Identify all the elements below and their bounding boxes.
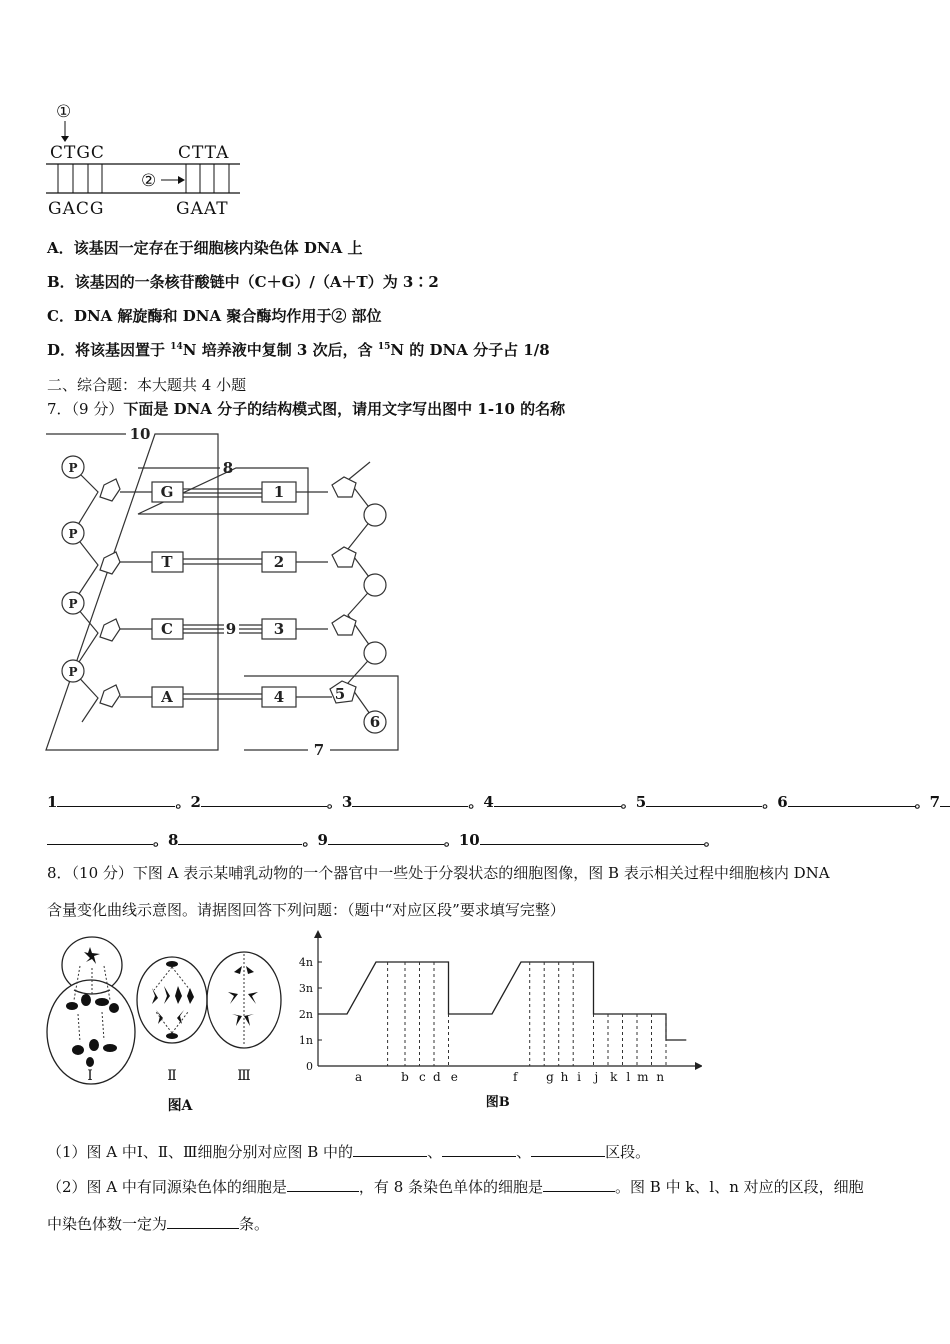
option-b: B．该基因的一条核苷酸链中（C＋G）/（A＋T）为 3∶2: [47, 273, 439, 291]
phosphate-label: P: [68, 461, 78, 475]
y-tick-label: 1n: [298, 1034, 313, 1047]
x-segment-label: e: [450, 1070, 458, 1084]
y-tick-label: 4n: [298, 956, 313, 969]
answer-blank[interactable]: [646, 792, 762, 807]
marker-1: ①: [56, 102, 72, 122]
x-segment-label: i: [577, 1070, 581, 1084]
y-tick-label: 2n: [298, 1008, 313, 1021]
gene-fragment-figure: [40, 96, 250, 221]
y-tick-label: 0: [306, 1060, 313, 1073]
label-7: 7: [313, 741, 325, 759]
bottom-strand-left: GACG: [48, 199, 105, 219]
figure-a-cells: [44, 930, 284, 1120]
dna-content-line: [318, 962, 686, 1040]
answer-blank[interactable]: [531, 1142, 605, 1157]
x-segment-label: g: [546, 1070, 554, 1084]
label-9: 9: [225, 620, 237, 638]
base-left: A: [161, 688, 173, 706]
answer-blank[interactable]: [167, 1214, 239, 1229]
answer-blank[interactable]: [353, 1142, 427, 1157]
phosphate-label: P: [68, 597, 78, 611]
x-axis-arrow: [695, 1062, 702, 1070]
figure-b-chart: [292, 926, 702, 1122]
phosphate-label: P: [68, 665, 78, 679]
x-segment-label: d: [433, 1070, 441, 1084]
option-c: C．DNA 解旋酶和 DNA 聚合酶均作用于② 部位: [47, 307, 382, 325]
answer-blank[interactable]: [788, 792, 915, 807]
answer-blank[interactable]: [442, 1142, 516, 1157]
figure-b-caption: 图B: [485, 1095, 510, 1110]
base-left: C: [161, 620, 173, 638]
answer-blank[interactable]: [543, 1177, 615, 1192]
dna-structure-figure: [40, 425, 410, 760]
cell-label-3: Ⅲ: [237, 1068, 251, 1084]
top-strand-left: CTGC: [50, 143, 105, 163]
x-segment-label: k: [610, 1070, 618, 1084]
figure-a-caption: 图A: [167, 1098, 193, 1114]
x-segment-label: l: [626, 1070, 631, 1084]
y-tick-label: 3n: [298, 982, 313, 995]
base-right: 1: [273, 483, 285, 501]
x-segment-label: c: [419, 1070, 426, 1084]
x-segment-label: j: [594, 1070, 599, 1084]
q8-stem-line2: 含量变化曲线示意图。请据图回答下列问题：（题中“对应区段”要求填写完整）: [47, 901, 565, 919]
answer-blank[interactable]: [178, 830, 302, 845]
x-segment-label: h: [560, 1070, 569, 1084]
x-segment-label: a: [355, 1070, 363, 1084]
base-right: 2: [273, 553, 285, 571]
section-heading: 二、综合题：本大题共 4 小题: [47, 376, 247, 394]
cell-label-2: Ⅱ: [167, 1068, 177, 1084]
q7-stem: 7．（9 分）下面是 DNA 分子的结构模式图，请用文字写出图中 1-10 的名称: [47, 400, 566, 418]
q7-answers-row2: 。8 。9 。10 。: [47, 829, 719, 850]
label-5: 5: [334, 685, 346, 703]
marker-2: ②: [141, 171, 157, 191]
option-a: A．该基因一定存在于细胞核内染色体 DNA 上: [47, 239, 363, 257]
q8-stem-line1: 8．（10 分）下图 A 表示某哺乳动物的一个器官中一些处于分裂状态的细胞图像，图 B 表示相关过程中细胞核内 DNA: [47, 864, 830, 882]
y-axis-arrow: [314, 930, 322, 938]
cell-label-1: Ⅰ: [87, 1068, 93, 1084]
label-6: 6: [369, 713, 381, 731]
bottom-strand-right: GAAT: [176, 199, 229, 219]
q8-sub1: （1）图 A 中Ⅰ、Ⅱ、Ⅲ细胞分别对应图 B 中的 、 、 区段。: [47, 1143, 651, 1161]
q8-sub2-line2: 中染色体数一定为 条。: [47, 1215, 270, 1233]
x-segment-label: n: [656, 1070, 665, 1084]
answer-blank[interactable]: [352, 792, 468, 807]
phosphate-label: P: [68, 527, 78, 541]
q7-answers-row1: 1 。2 。3 。4 。5 。6 。7: [47, 791, 950, 812]
answer-blank[interactable]: [47, 830, 153, 845]
answer-blank[interactable]: [494, 792, 621, 807]
x-segment-label: b: [401, 1070, 409, 1084]
answer-blank[interactable]: [328, 830, 444, 845]
x-segment-label: m: [637, 1070, 649, 1084]
base-right: 3: [273, 620, 285, 638]
answer-blank[interactable]: [201, 792, 327, 807]
answer-blank[interactable]: [57, 792, 175, 807]
base-left: G: [160, 483, 174, 501]
label-8: 8: [222, 459, 234, 477]
answer-blank[interactable]: [940, 792, 950, 807]
label-10: 10: [129, 425, 151, 443]
answer-blank[interactable]: [287, 1177, 359, 1192]
option-d: D．将该基因置于 $^{14}$N 培养液中复制 3 次后，含 $^{15}$N 的 DNA 分子占 1/8: [47, 341, 550, 359]
base-right: 4: [273, 688, 285, 706]
q8-sub2: （2）图 A 中有同源染色体的细胞是 ，有 8 条染色单体的细胞是 。图 B 中 k、l、n 对应的区段，细胞: [47, 1178, 864, 1196]
top-strand-right: CTTA: [178, 143, 230, 163]
x-segment-label: f: [512, 1070, 518, 1084]
base-left: T: [161, 553, 173, 571]
answer-blank[interactable]: [480, 830, 704, 845]
